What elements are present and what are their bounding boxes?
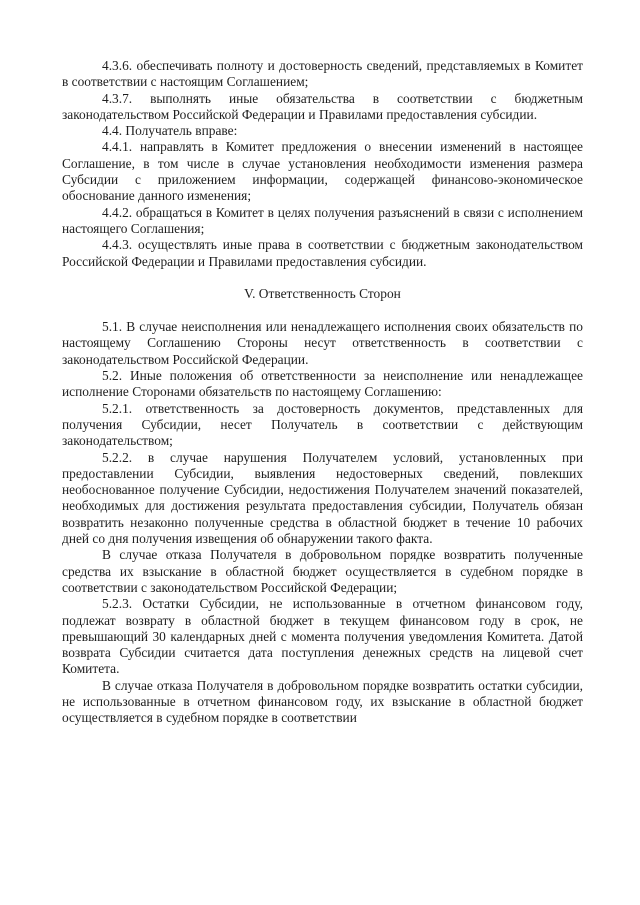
paragraph-4-3-7: 4.3.7. выполнять иные обязательства в соответствии с бюджетным законодательством Российской Федерации и Правилами предоставления субсидии.: [62, 90, 583, 122]
paragraph-5-2-1: 5.2.1. ответственность за достоверность документов, представленных для получения Субсидии, несет Получатель в соответствии с действующим законодательством;: [62, 400, 583, 449]
document-page: [62, 58, 583, 727]
paragraph-5-2-3: 5.2.3. Остатки Субсидии, не использованные в отчетном финансовом году, подлежат возврату в областной бюджет в текущем финансовом году в срок, не превышающий 30 календарных дней с момента получения уведомления Комитета. Датой возврата Субсидии считается дата поступления денежных средств на лицевой счет Комитета.: [62, 596, 583, 677]
paragraph-refusal-remainder: В случае отказа Получателя в добровольном порядке возвратить остатки субсидии, не использованные в отчетном финансовом году, их взыскание в областной бюджет осуществляется в судебном порядке в соответствии: [62, 677, 583, 726]
paragraph-4-4: 4.4. Получатель вправе:: [102, 123, 238, 139]
section-heading: V. Ответственность Сторон: [244, 285, 401, 301]
paragraph-5-2-2: 5.2.2. в случае нарушения Получателем условий, установленных при предоставлении Субсидии, выявления недостоверных сведений, повлекших необоснованное получение Субсидии, недостижения Получателем значений показателей, необходимых для достижения результата предоставления субсидии, Получатель обязан возвратить незаконно полученные средства в областной бюджет в течение 10 рабочих дней со дня получения извещения об обнаружении такого факта.: [62, 449, 583, 547]
paragraph-4-3-6: 4.3.6. обеспечивать полноту и достоверность сведений, представляемых в Комитет в соответствии с настоящим Соглашением;: [62, 58, 583, 90]
paragraph-4-4-2: 4.4.2. обращаться в Комитет в целях получения разъяснений в связи с исполнением настоящего Соглашения;: [62, 204, 583, 236]
paragraph-refusal-return: В случае отказа Получателя в добровольном порядке возвратить полученные средства их взыскание в областной бюджет осуществляется в судебном порядке в соответствии с законодательством Российской Федерации;: [62, 547, 583, 595]
paragraph-4-4-1: 4.4.1. направлять в Комитет предложения о внесении изменений в настоящее Соглашение, в том числе в случае установления необходимости изменения размера Субсидии с приложением информации, содержащей финансово-экономическое обоснование данного изменения;: [62, 139, 583, 204]
paragraph-5-2: 5.2. Иные положения об ответственности за неисполнение или ненадлежащее исполнение Сторонами обязательств по настоящему Соглашению:: [62, 368, 583, 400]
paragraph-5-1: 5.1. В случае неисполнения или ненадлежащего исполнения своих обязательств по настоящему Соглашению Стороны несут ответственность в соответствии с законодательством Российской Федерации.: [62, 319, 583, 367]
paragraph-4-4-3: 4.4.3. осуществлять иные права в соответствии с бюджетным законодательством Российской Федерации и Правилами предоставления субсидии.: [62, 237, 583, 269]
